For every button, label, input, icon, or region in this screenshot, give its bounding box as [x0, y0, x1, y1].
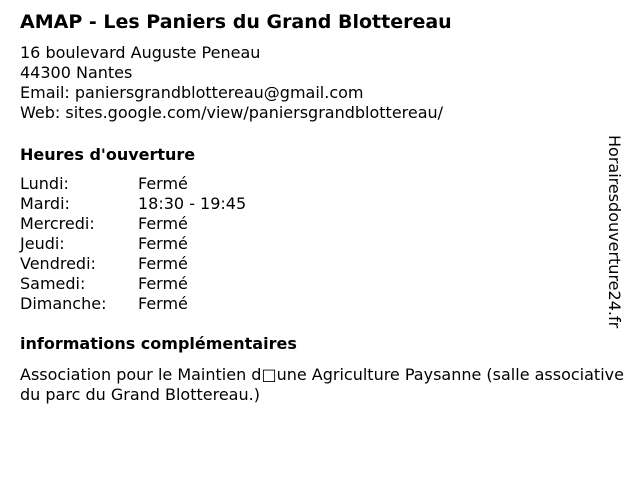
day-hours: Fermé — [138, 174, 188, 193]
day-label: Samedi: — [20, 274, 86, 293]
hours-row-thursday — [20, 234, 246, 254]
day-label: Mercredi: — [20, 214, 95, 233]
page-title: AMAP - Les Paniers du Grand Blottereau — [20, 11, 452, 33]
hours-row-friday — [20, 254, 246, 274]
day-label: Dimanche: — [20, 294, 107, 313]
additional-info-text: Association pour le Maintien d□une Agriculture Paysanne (salle associative du parc du Grand Blottereau.) — [20, 365, 624, 404]
hours-row-tuesday — [20, 194, 246, 214]
day-label: Jeudi: — [20, 234, 65, 253]
additional-info-heading: informations complémentaires — [20, 334, 297, 353]
watermark — [605, 135, 639, 345]
address-block — [20, 43, 443, 123]
website-line: Web: sites.google.com/view/paniersgrandblottereau/ — [20, 103, 444, 122]
email-line: Email: paniersgrandblottereau@gmail.com — [20, 83, 364, 102]
street-address: 16 boulevard Auguste Peneau — [20, 43, 261, 62]
day-hours: Fermé — [138, 274, 188, 293]
hours-row-sunday — [20, 294, 246, 314]
hours-row-saturday — [20, 274, 246, 294]
day-hours: 18:30 - 19:45 — [138, 194, 247, 213]
hours-row-wednesday — [20, 214, 246, 234]
day-hours: Fermé — [138, 294, 188, 313]
day-hours: Fermé — [138, 254, 188, 273]
day-hours: Fermé — [138, 234, 188, 253]
day-hours: Fermé — [138, 214, 188, 233]
day-label: Vendredi: — [20, 254, 96, 273]
city-postcode: 44300 Nantes — [20, 63, 133, 82]
hours-row-monday — [20, 174, 246, 194]
day-label: Lundi: — [20, 174, 69, 193]
opening-hours-table — [20, 174, 246, 314]
opening-hours-heading: Heures d'ouverture — [20, 145, 196, 164]
watermark-text: Horairesdouverture24.fr — [605, 135, 624, 329]
day-label: Mardi: — [20, 194, 70, 213]
